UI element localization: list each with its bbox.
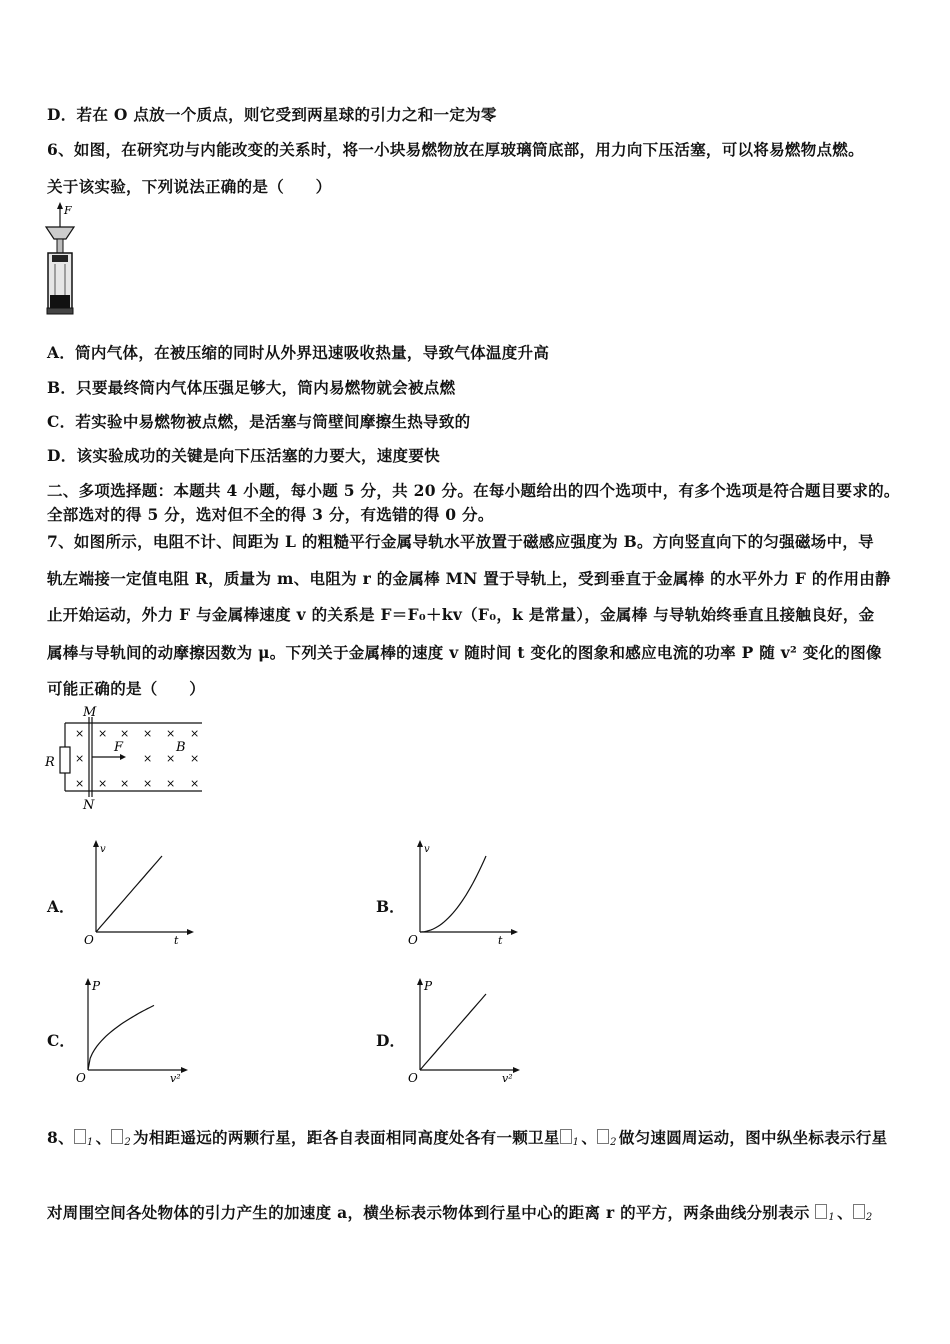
svg-text:×: × xyxy=(190,777,200,790)
magnetic-field-crosses xyxy=(75,727,199,790)
missing-glyph-icon xyxy=(597,1129,609,1144)
graph-a-origin: O xyxy=(84,933,94,947)
svg-text:×: × xyxy=(190,727,200,740)
graph-c-x-label: v² xyxy=(170,1072,181,1085)
svg-text:×: × xyxy=(75,727,85,740)
q6-stem-line1: 6、如图，在研究功与内能改变的关系时，将一小块易燃物放在厚玻璃筒底部，用力向下压活塞，可以将易燃物点燃。 xyxy=(47,140,864,159)
graph-b xyxy=(402,840,522,945)
graph-b-x-label: t xyxy=(498,934,503,947)
field-label-b: B xyxy=(176,740,186,755)
q6-stem-line2: 关于该实验，下列说法正确的是（ ） xyxy=(47,177,332,196)
q6-option-d: D．该实验成功的关键是向下压活塞的力要大，速度要快 xyxy=(47,446,440,465)
force-label: F xyxy=(64,204,72,217)
graph-a-curve xyxy=(96,856,162,932)
svg-text:×: × xyxy=(75,752,85,765)
q7-stem-line3: 止开始运动，外力 F 与金属棒速度 v 的关系是 F＝F₀＋kv（F₀，k 是常量），金属棒 与导轨始终垂直且接触良好，金 xyxy=(47,605,875,624)
svg-text:×: × xyxy=(120,777,130,790)
q7-option-b-label: B． xyxy=(376,897,405,916)
q7-stem-line5: 可能正确的是（ ） xyxy=(47,679,206,698)
q7-stem-line2: 轨左端接一定值电阻 R，质量为 m、电阻为 r 的金属棒 MN 置于导轨上，受到垂直于金属棒 的水平外力 F 的作用由静 xyxy=(47,569,891,588)
graph-d-y-label: P xyxy=(424,979,433,993)
force-label-f: F xyxy=(114,740,124,755)
q6-syringe-figure xyxy=(38,202,78,320)
q6-option-b: B．只要最终筒内气体压强足够大，筒内易燃物就会被点燃 xyxy=(47,378,456,397)
svg-text:×: × xyxy=(166,777,176,790)
graph-b-curve xyxy=(420,856,486,932)
q7-stem-line4: 属棒与导轨间的动摩擦因数为 μ。下列关于金属棒的速度 v 随时间 t 变化的图象和感应电流的功率 P 随 v² 变化的图像 xyxy=(47,643,882,662)
graph-c xyxy=(70,978,194,1086)
missing-glyph-icon xyxy=(111,1129,123,1144)
graph-b-origin: O xyxy=(408,933,418,947)
graph-c-curve xyxy=(88,1005,154,1070)
q7-stem-line1: 7、如图所示，电阻不计、间距为 L 的粗糙平行金属导轨水平放置于磁感应强度为 B。方向竖直向下的匀强磁场中，导 xyxy=(47,532,874,551)
section2-scoring: 全部选对的得 5 分，选对但不全的得 3 分，有选错的得 0 分。 xyxy=(47,505,494,524)
svg-text:×: × xyxy=(75,777,85,790)
rod-label-m: M xyxy=(83,705,97,720)
q8-stem-line2: 对周围空间各处物体的引力产生的加速度 a，横坐标表示物体到行星中心的距离 r 的平方，两条曲线分别表示 $_1$ 、 $_2$ xyxy=(47,1203,873,1223)
graph-d-curve xyxy=(420,994,486,1070)
graph-b-y-label: v xyxy=(424,844,430,855)
svg-text:×: × xyxy=(143,727,153,740)
svg-text:×: × xyxy=(143,777,153,790)
svg-text:×: × xyxy=(166,752,176,765)
graph-d xyxy=(402,978,526,1086)
missing-glyph-icon xyxy=(853,1204,865,1219)
missing-glyph-icon xyxy=(74,1129,86,1144)
q6-option-a: A．筒内气体，在被压缩的同时从外界迅速吸收热量，导致气体温度升高 xyxy=(47,343,550,362)
graph-a-x-label: t xyxy=(174,934,179,947)
q8-stem-line1: 8、 $_1$ 、 $_2$ 为相距遥远的两颗行星，距各自表面相同高度处各有一颗卫星 $_1$ 、 $_2$ 做匀速圆周运动，图中纵坐标表示行星 xyxy=(47,1128,888,1148)
svg-text:×: × xyxy=(120,727,130,740)
svg-text:×: × xyxy=(98,727,108,740)
svg-text:×: × xyxy=(166,727,176,740)
missing-glyph-icon xyxy=(560,1129,572,1144)
svg-text:×: × xyxy=(98,777,108,790)
graph-c-origin: O xyxy=(76,1071,86,1085)
graph-c-y-label: P xyxy=(92,979,101,993)
rod-label-n: N xyxy=(83,798,95,813)
graph-d-origin: O xyxy=(408,1071,418,1085)
q7-option-a-label: A． xyxy=(47,897,75,916)
graph-a xyxy=(78,840,198,945)
missing-glyph-icon xyxy=(815,1204,827,1219)
graph-a-y-label: v xyxy=(100,844,106,855)
q7-option-d-label: D． xyxy=(376,1031,405,1050)
q5-option-d: D．若在 O 点放一个质点，则它受到两星球的引力之和一定为零 xyxy=(47,105,497,124)
q7-circuit-figure xyxy=(40,703,220,813)
resistor-label: R xyxy=(45,755,55,770)
svg-text:×: × xyxy=(143,752,153,765)
svg-text:×: × xyxy=(190,752,200,765)
section2-heading: 二、多项选择题：本题共 4 小题，每小题 5 分，共 20 分。在每小题给出的四个选项中，有多个选项是符合题目要求的。 xyxy=(47,481,900,500)
q6-option-c: C．若实验中易燃物被点燃，是活塞与筒壁间摩擦生热导致的 xyxy=(47,412,471,431)
q7-option-c-label: C． xyxy=(47,1031,75,1050)
graph-d-x-label: v² xyxy=(502,1072,513,1085)
